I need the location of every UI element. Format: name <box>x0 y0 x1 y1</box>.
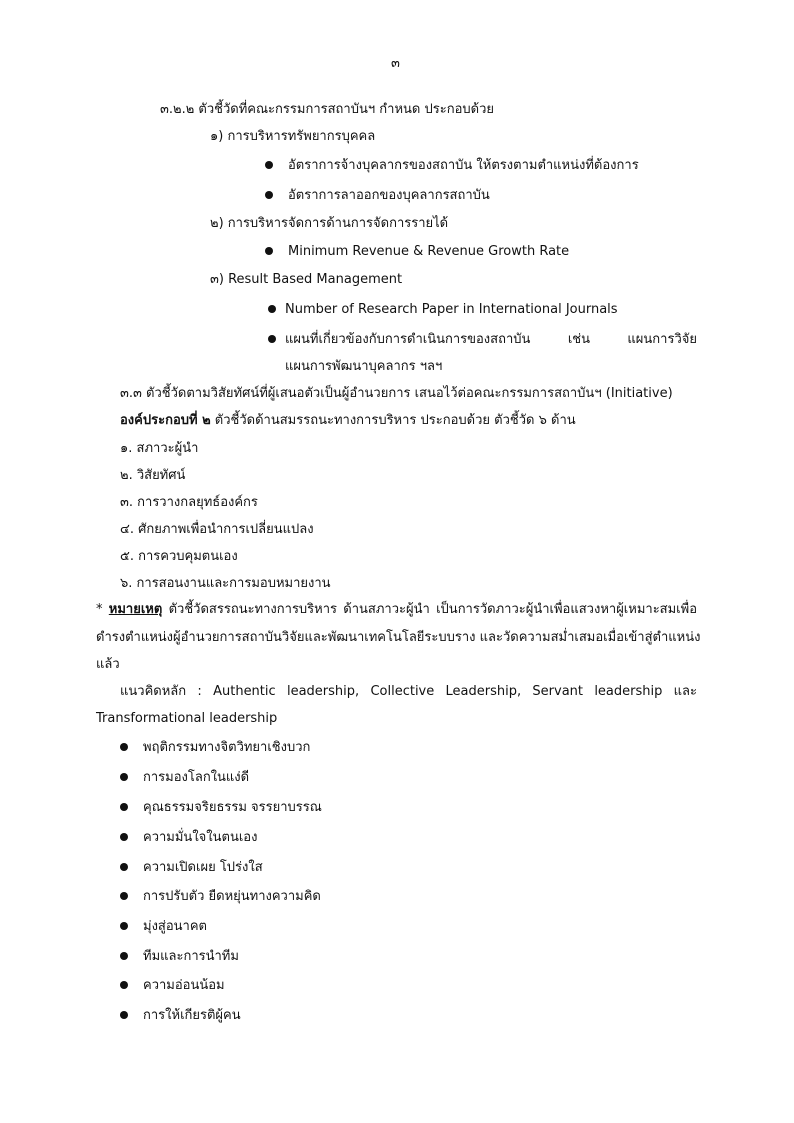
competency-item: ๖. การสอนงานและการมอบหมายงาน <box>120 576 331 591</box>
note-line-2: ดำรงตำแหน่งผู้อำนวยการสถาบันวิจัยและพัฒนาเทคโนโลยีระบบราง และวัดความสม่ำเสมอเมื่อเข้าสู่ตำแหน่ง <box>96 630 701 645</box>
competency-item: ๕. การควบคุมตนเอง <box>120 549 238 564</box>
list-item-continuation: แผนการพัฒนาบุคลากร ฯลฯ <box>285 359 443 374</box>
trait-item: การมองโลกในแง่ดี <box>143 770 250 785</box>
list-item: แผนที่เกี่ยวข้องกับการดำเนินการของสถาบัน เช่น แผนการวิจัย <box>285 332 697 347</box>
component-2-text: ตัวชี้วัดด้านสมรรถนะทางการบริหาร ประกอบด้วย ตัวชี้วัด ๖ ด้าน <box>210 413 576 428</box>
trait-item: พฤติกรรมทางจิตวิทยาเชิงบวก <box>143 740 311 755</box>
component-2-label: องค์ประกอบที่ ๒ <box>120 413 211 428</box>
note-text-1: ตัวชี้วัดสรรถนะทางการบริหาร ด้านสภาวะผู้นำ เป็นการวัดภาวะผู้นำเพื่อแสวงหาผู้เหมาะสมเพื่อ <box>168 602 697 617</box>
bullet-icon <box>268 305 276 313</box>
section-heading-3-2-2: ๓.๒.๒ ตัวชี้วัดที่คณะกรรมการสถาบันฯ กำหนด ประกอบด้วย <box>160 102 494 117</box>
bullet-icon <box>120 803 128 811</box>
bullet-icon <box>265 161 273 169</box>
bullet-icon <box>265 191 273 199</box>
bullet-icon <box>120 892 128 900</box>
subsection-title-hr: ๑) การบริหารทรัพยากรบุคคล <box>210 129 376 144</box>
subsection-title-revenue: ๒) การบริหารจัดการด้านการจัดการรายได้ <box>210 216 449 231</box>
page-number: ๓ <box>391 56 400 71</box>
list-item: อัตราการจ้างบุคลากรของสถาบัน ให้ตรงตามตำแหน่งที่ต้องการ <box>288 158 639 173</box>
trait-item: ทีมและการนำทีม <box>143 949 239 964</box>
bullet-icon <box>120 833 128 841</box>
list-item: Minimum Revenue & Revenue Growth Rate <box>288 244 570 259</box>
bullet-icon <box>120 981 128 989</box>
bullet-icon <box>120 952 128 960</box>
trait-item: การปรับตัว ยืดหยุ่นทางความคิด <box>143 889 321 904</box>
note-line-3: แล้ว <box>96 657 120 672</box>
main-concept-line-2: Transformational leadership <box>96 711 278 726</box>
trait-item: ความเปิดเผย โปร่งใส <box>143 860 263 875</box>
bullet-icon <box>120 743 128 751</box>
competency-item: ๓. การวางกลยุทธ์องค์กร <box>120 495 258 510</box>
subsection-title-rbm: ๓) Result Based Management <box>210 272 403 287</box>
component-2-heading <box>120 412 576 430</box>
bullet-icon <box>265 247 273 255</box>
competency-item: ๒. วิสัยทัศน์ <box>120 468 186 483</box>
bullet-icon <box>120 773 128 781</box>
section-heading-3-3: ๓.๓ ตัวชี้วัดตามวิสัยทัศน์ที่ผู้เสนอตัวเป็นผู้อำนวยการ เสนอไว้ต่อคณะกรรมการสถาบันฯ (Initiative) <box>120 386 673 401</box>
note-line-1 <box>96 601 697 619</box>
main-concept-line-1: แนวคิดหลัก : Authentic leadership, Collective Leadership, Servant leadership และ <box>120 684 697 699</box>
bullet-icon <box>120 863 128 871</box>
list-item: อัตราการลาออกของบุคลากรสถาบัน <box>288 188 490 203</box>
bullet-icon <box>268 335 276 343</box>
trait-item: ความมั่นใจในตนเอง <box>143 830 258 845</box>
list-item: Number of Research Paper in International Journals <box>285 302 618 317</box>
note-label: หมายเหตุ <box>108 602 163 617</box>
trait-item: มุ่งสู่อนาคต <box>143 919 207 934</box>
trait-item: การให้เกียรติผู้คน <box>143 1008 241 1023</box>
trait-item: ความอ่อนน้อม <box>143 978 225 993</box>
bullet-icon <box>120 1011 128 1019</box>
competency-item: ๑. สภาวะผู้นำ <box>120 441 199 456</box>
competency-item: ๔. ศักยภาพเพื่อนำการเปลี่ยนแปลง <box>120 522 314 537</box>
bullet-icon <box>120 922 128 930</box>
trait-item: คุณธรรมจริยธรรม จรรยาบรรณ <box>143 800 322 815</box>
note-asterisk: * <box>96 602 103 617</box>
